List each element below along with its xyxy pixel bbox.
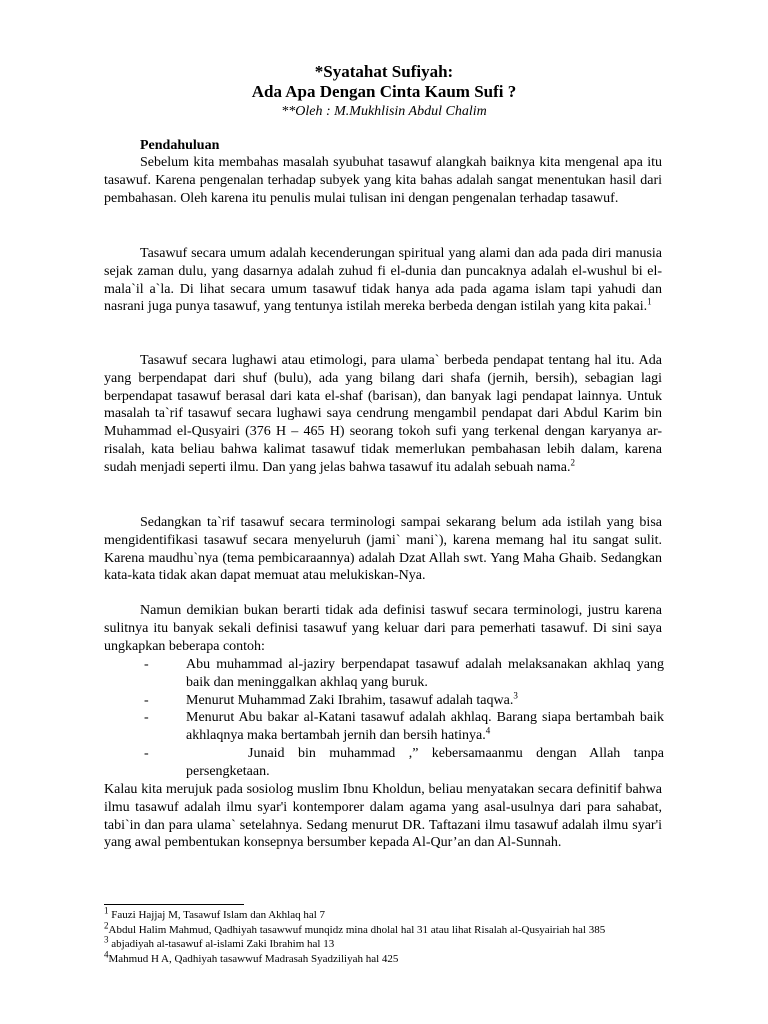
- footnote-item: [104, 948, 664, 967]
- list-item-text: Abu muhammad al-jaziry berpendapat tasawuf adalah melaksanakan akhlaq yang baik dan meninggalkan akhlaq yang buruk.: [186, 657, 664, 690]
- paragraph-2: [104, 245, 662, 316]
- list-item: [104, 709, 664, 745]
- list-item: [104, 656, 664, 692]
- footnote-item: [104, 919, 664, 938]
- list-item-text-3: Menurut Abu bakar al-Katani tasawuf adalah akhlaq. Barang siapa bertambah baik akhlaqnya maka bertambah jernih dan bersih hatinya.: [186, 710, 664, 744]
- footnote-item: [104, 905, 664, 923]
- paragraph-3: [104, 352, 662, 477]
- footnote-divider: [104, 904, 244, 905]
- list-item-text-2: Menurut Muhammad Zaki Ibrahim, tasawuf adalah taqwa.: [186, 692, 514, 708]
- list-item: [104, 689, 664, 710]
- paragraph-3-text: Tasawuf secara lughawi atau etimologi, para ulama` berbeda pendapat tentang hal itu. Ada yang berpendapat dari shuf (bulu), ada yang bilang dari shafa (jernih, bersih), sebagian lagi berpendapat tasawuf berasal dari kata el-shaf (barisan), dan banyak lagi pendapat lainnya. Untuk masalah ta`rif tasawuf secara lughawi saya cendrung mengambil pendapat dari Abdul Karim bin Muhammad el-Qusyairi (376 H – 465 H) seorang tokoh sufi yang terkenal dengan karyanya ar-risalah, kata beliau bahwa kalimat tasawuf tidak memerlukan pembahasan lebih dalam, karena sudah menjadi seperti ilmu. Dan yang jelas bahwa tasawuf itu adalah sebuah nama.: [104, 353, 662, 475]
- list-item-text: [186, 689, 664, 710]
- footnote-text: Abdul Halim Mahmud, Qadhiyah tasawwuf munqidz mina dholal hal 31 atau lihat Risalah al-Qusyairiah hal 385: [108, 923, 606, 936]
- footnote-text: abjadiyah al-tasawuf al-islami Zaki Ibrahim hal 13: [108, 938, 335, 950]
- footnote-number: 1: [104, 905, 109, 916]
- paragraph-6: [104, 781, 662, 852]
- list-item-text: [186, 709, 664, 745]
- paragraph-2-text: Tasawuf secara umum adalah kecenderungan spiritual yang alami dan ada pada diri manusia sejak zaman dulu, yang dasarnya adalah zuhud fi el-dunia dan puncaknya adalah el-wushul bi el-mala`il a`la. Di lihat secara umum tasawuf tidak hanya ada pada agama islam tapi yahudi dan nasrani juga punya tasawuf, yang tentunya istilah mereka berbeda dengan istilah yang kita pakai.: [104, 246, 662, 315]
- section-heading: Pendahuluan: [140, 138, 220, 153]
- footnote-text: Fauzi Hajjaj M, Tasawuf Islam dan Akhlaq hal 7: [108, 909, 326, 921]
- paragraph-5: [104, 602, 662, 655]
- footnote-ref-3: 3: [513, 689, 518, 700]
- footnotes: [104, 905, 664, 966]
- footnote-ref-4: 4: [485, 725, 491, 736]
- paragraph-6-text: Kalau kita merujuk pada sosiolog muslim Ibnu Kholdun, beliau menyatakan secara definitif bahwa ilmu tasawuf adalah ilmu syar'i kontemporer dalam agama yang asal-usulnya dari para sahabat, tabi`in dan para ulama` setelahnya. Sedang menurut DR. Taftazani ilmu tasawuf adalah ilmu syar'i yang awal pembentukan konsepnya bersumber kepada Al-Qur’an dan Al-Sunnah.: [104, 782, 662, 851]
- list-bullet: -: [144, 692, 149, 708]
- footnote-number: 3: [104, 934, 109, 945]
- list-bullet: -: [144, 745, 149, 761]
- list-bullet: -: [144, 657, 149, 672]
- footnote-number: 4: [104, 948, 109, 959]
- footnote-text: Mahmud H A, Qadhiyah tasawwuf Madrasah Syadziliyah hal 425: [108, 952, 399, 965]
- paragraph-1-text: Sebelum kita membahas masalah syubuhat tasawuf alangkah baiknya kita mengenal apa itu tasawuf. Karena pengenalan terhadap subyek yang kita bahas adalah sangat menentukan hasil dari pembahasan. Oleh karena itu penulis mulai tulisan ini dengan pengenalan terhadap tasawuf.: [104, 155, 662, 206]
- title-line-2: Ada Apa Dengan Cinta Kaum Sufi ?: [251, 82, 517, 101]
- paragraph-5-text: Namun demikian bukan berarti tidak ada definisi taswuf secara terminologi, justru karena sulitnya itu banyak sekali definisi tasawuf yang keluar dari para pemerhati tasawuf. Di sini saya ungkapkan beberapa contoh:: [104, 603, 662, 654]
- footnote-number: 2: [104, 919, 109, 930]
- footnote-item: [104, 934, 664, 952]
- title-line-1: *Syatahat Sufiyah:: [314, 62, 454, 81]
- definition-list: [104, 656, 664, 781]
- paragraph-1: [104, 154, 662, 207]
- footnote-ref-2: 2: [570, 457, 576, 468]
- list-item-text: Junaid bin muhammad ,” kebersamaanmu dengan Allah tanpa persengketaan.: [186, 745, 664, 779]
- paragraph-4: [104, 514, 662, 585]
- list-item: [104, 745, 664, 781]
- paragraph-4-text: Sedangkan ta`rif tasawuf secara terminologi sampai sekarang belum ada istilah yang bisa mengidentifikasi tasawuf secara menyeluruh (jami` mani`), karena memang hal itu sangat sulit. Karena maudhu`nya (tema pembicaraannya) adalah Dzat Allah swt. Yang Maha Ghaib. Sedangkan kata-kata tidak akan dapat memuat atau melukiskan-Nya.: [104, 515, 662, 584]
- author-line: **Oleh : M.Mukhlisin Abdul Chalim: [281, 104, 487, 119]
- list-bullet: -: [144, 710, 149, 726]
- footnote-ref-1: 1: [647, 296, 652, 307]
